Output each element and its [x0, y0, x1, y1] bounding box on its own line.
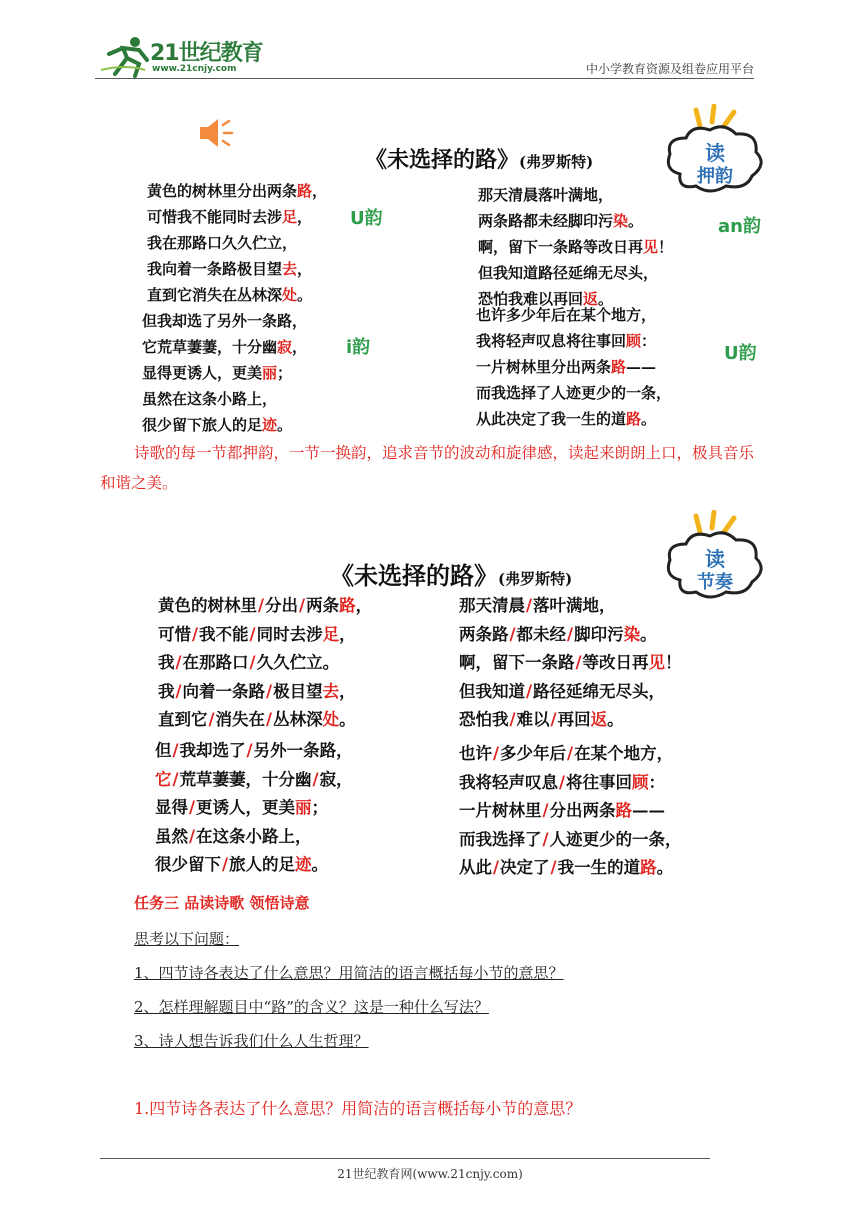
poem-line: 从此决定了我一生的道路。	[476, 410, 657, 428]
poem-line: 一片树林里/分出两条路——	[459, 801, 666, 820]
poem-line: 虽然在这条小路上，	[142, 390, 278, 408]
rhyme-label-4: U韵	[724, 343, 757, 364]
badge-rhythm-line1: 读	[705, 547, 725, 571]
poem-line: 那天清晨落叶满地，	[478, 186, 614, 204]
poem-line: 显得/更诱人，更美丽；	[155, 798, 329, 817]
rhyme-label-3: an韵	[718, 216, 761, 237]
poem-title-2: 《未选择的路》(弗罗斯特)	[330, 561, 573, 590]
platform-name: 中小学教育资源及组卷应用平台	[585, 62, 754, 76]
poem-line: 我/向着一条路/极目望去，	[158, 681, 356, 701]
poem-line: 我将轻声叹息/将往事回顾：	[459, 772, 666, 792]
rhyme-analysis-paragraph: 诗歌的每一节都押韵，一节一换韵，追求音节的波动和旋律感，读起来朗朗上口，极具音乐和谐之美。	[100, 444, 755, 492]
poem-line: 但我知道/路径延绵无尽头，	[459, 681, 666, 701]
poem-line: 黄色的树林里/分出/两条路，	[158, 596, 373, 615]
poem-line: 两条路/都未经/脚印污染。	[459, 624, 657, 644]
poem-line: 我/在那路口/久久伫立。	[158, 653, 340, 672]
poem-line: 虽然/在这条小路上，	[155, 826, 312, 846]
poem2-stanza1	[158, 592, 372, 735]
poem-line: 它荒草萋萋，十分幽寂，	[142, 338, 308, 356]
badge-rhyme-line1: 读	[705, 141, 725, 165]
poem-line: 直到它消失在丛林深处。	[147, 286, 313, 304]
answer-heading: 1.四节诗各表达了什么意思？用简洁的语言概括每小节的意思？	[134, 1099, 582, 1118]
task-title: 任务三 品读诗歌 领悟诗意	[134, 894, 310, 912]
poem1-stanza2	[142, 308, 307, 438]
poem-line: 一片树林里分出两条路——	[476, 358, 657, 376]
poem-line: 可惜我不能同时去涉足，	[147, 208, 313, 226]
poem-line: 而我选择了人迹更少的一条，	[476, 384, 672, 402]
poem-line: 黄色的树林里分出两条路，	[147, 182, 328, 200]
poem-line: 啊，留下一条路等改日再见！	[478, 238, 674, 256]
poem-line: 直到它/消失在/丛林深处。	[158, 710, 356, 729]
footer-divider	[100, 1158, 710, 1159]
poem1-stanza4	[476, 302, 671, 432]
question-3: 3、诗人想告诉我们什么人生哲理？	[134, 1032, 369, 1050]
poem-line: 可惜/我不能/同时去涉足，	[158, 624, 356, 644]
poem-line: 恐怕我/难以/再回返。	[459, 710, 624, 729]
rhyme-label-2: i韵	[346, 337, 371, 358]
poem-line: 很少留下/旅人的足迹。	[155, 855, 329, 874]
poem-line: 那天清晨/落叶满地，	[459, 596, 616, 615]
rhyme-label-1: U韵	[350, 208, 383, 229]
poem-line: 很少留下旅人的足迹。	[142, 416, 293, 434]
poem-line: 也许/多少年后/在某个地方，	[459, 744, 674, 763]
poem2-stanza3	[459, 592, 682, 735]
poem-line: 从此/决定了/我一生的道路。	[459, 858, 674, 877]
footer-text: 21世纪教育网(www.21cnjy.com)	[337, 1167, 523, 1181]
poem1-stanza3	[478, 182, 673, 312]
poem-line: 两条路都未经脚印污染。	[478, 212, 644, 230]
poem-line: 但/我却选了/另外一条路，	[155, 741, 353, 760]
poem-line: 但我知道路径延绵无尽头，	[478, 264, 659, 282]
poem-line: 显得更诱人，更美丽；	[142, 364, 293, 382]
badge-rhyme-line2: 押韵	[697, 166, 733, 187]
poem-title-1: 《未选择的路》(弗罗斯特)	[365, 147, 594, 173]
header-divider	[95, 78, 754, 79]
task-intro: 思考以下问题：	[134, 930, 240, 948]
speaker-icon[interactable]	[198, 116, 234, 150]
poem-line: 而我选择了/人迹更少的一条，	[459, 829, 682, 849]
poem1-stanza1	[147, 178, 327, 308]
poem2-stanza2	[155, 737, 353, 880]
poem2-stanza4	[459, 740, 682, 883]
poem-line: 但我却选了另外一条路，	[142, 312, 308, 330]
question-2: 2、怎样理解题目中“路”的含义？这是一种什么写法？	[134, 998, 489, 1016]
poem-line: 也许多少年后在某个地方，	[476, 306, 657, 324]
question-1: 1、四节诗各表达了什么意思？用简洁的语言概括每小节的意思？	[134, 964, 564, 982]
poem-line: 我将轻声叹息将往事回顾：	[476, 332, 657, 350]
poem-line: 我向着一条路极目望去，	[147, 260, 313, 278]
badge-rhyme-cloud-icon	[660, 104, 770, 204]
poem-line: 我在那路口久久伫立，	[147, 234, 298, 252]
logo-text: 21世纪教育	[150, 41, 263, 66]
poem-line: 啊，留下一条路/等改日再见！	[459, 653, 682, 672]
logo-url: www.21cnjy.com	[152, 64, 237, 74]
poem-line: 恐怕我难以再回返。	[478, 290, 614, 308]
poem-line: 它/荒草萋萋，十分幽/寂，	[155, 769, 353, 789]
badge-rhythm-line2: 节奏	[697, 572, 733, 593]
